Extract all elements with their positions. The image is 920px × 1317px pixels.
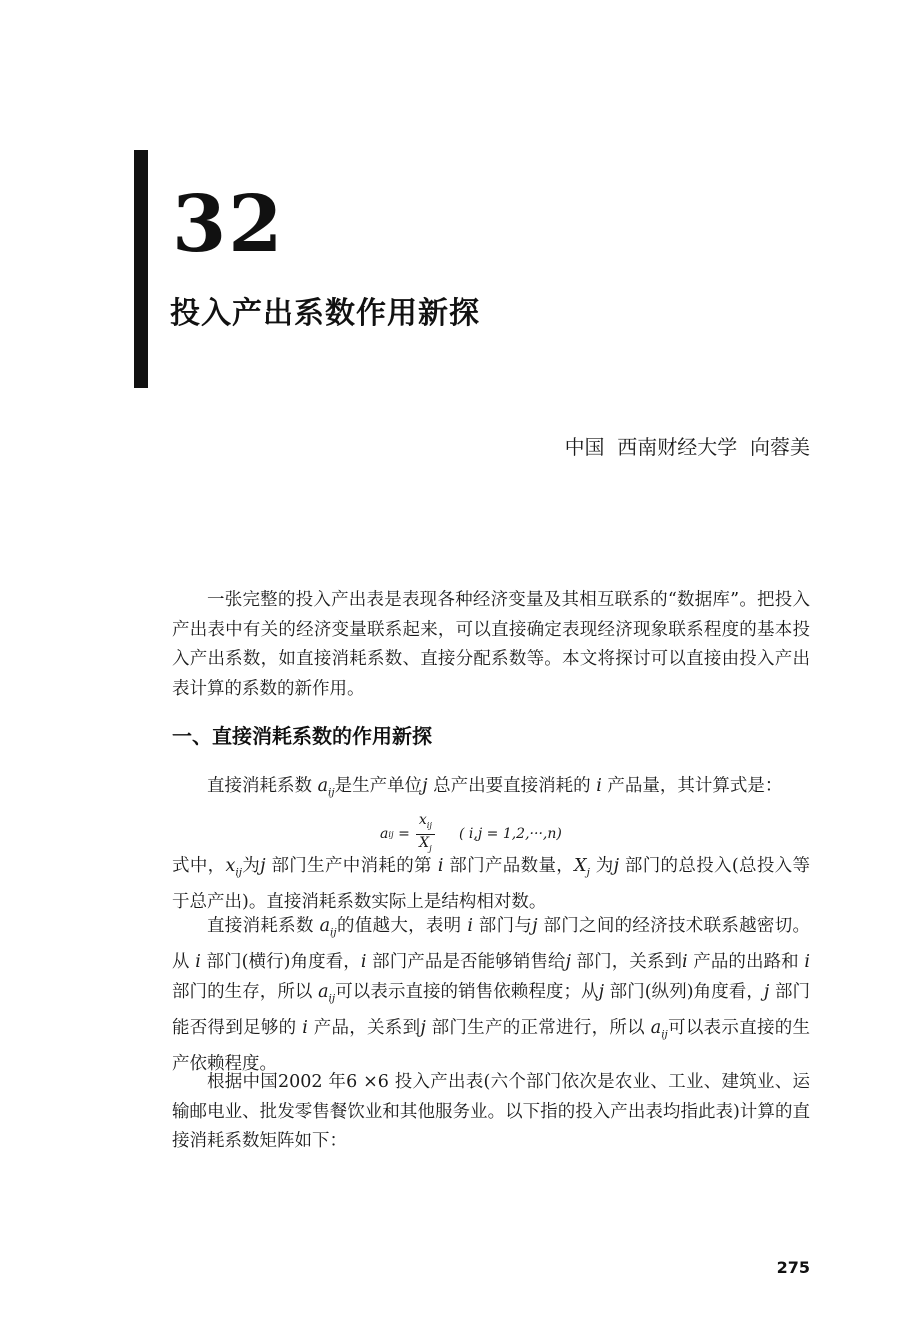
formula-direct-consumption: a ij = $\frac{x_{ij}}{X_j}$ ( i,j = 1,2,···,n)	[380, 812, 562, 856]
formula-fraction: $\frac{x_{ij}}{X_j}$	[416, 812, 435, 857]
chapter-bar	[134, 150, 148, 388]
chapter-number: 32	[172, 179, 285, 270]
intro-paragraph: 一张完整的投入产出表是表现各种经济变量及其相互联系的“数据库”。把投入产出表中有关的经济变量联系起来，可以直接确定表现经济现象联系程度的基本投入产出系数，如直接消耗系数、直接分配系数等。本文将探讨可以直接由投入产出表计算的系数的新作用。	[172, 590, 810, 699]
paragraph-where: 式中，$x_{ij}$为j 部门生产中消耗的第 i 部门产品数量，$X_j$ 为j 部门的总投入(总投入等于总产出)。直接消耗系数实际上是结构相对数。	[172, 856, 810, 912]
section-heading: 一、直接消耗系数的作用新探	[172, 724, 432, 748]
author-line: 中国 西南财经大学 向蓉美	[564, 435, 810, 459]
formula-condition: ( i,j = 1,2,···,n)	[459, 826, 562, 842]
paragraph-interpretation: 直接消耗系数 $a_{ij}$的值越大，表明 i 部门与j 部门之间的经济技术联系越密切。从 i 部门(横行)角度看，i 部门产品是否能够销售给j 部门，关系到i 产品的出路和 i 部门的生存，所以 $a_{ij}$可以表示直接的销售依赖程度；从j 部门(纵列)角度看，j 部门能否得到足够的 i 产品，关系到j 部门生产的正常进行，所以 $a_{ij}$可以表示直接的生产依赖程度。	[172, 916, 811, 1074]
chapter-title: 投入产出系数作用新探	[170, 296, 480, 331]
paragraph-definition: 直接消耗系数 $a_{ij}$是生产单位j 总产出要直接消耗的 i 产品量，其计算式是：	[207, 776, 783, 799]
paragraph-matrix-intro: 根据中国2002 年6 ×6 投入产出表(六个部门依次是农业、工业、建筑业、运输邮电业、批发零售餐饮业和其他服务业。以下指的投入产出表均指此表)计算的直接消耗系数矩阵如下：	[172, 1072, 810, 1151]
page-number: 275	[776, 1258, 810, 1277]
